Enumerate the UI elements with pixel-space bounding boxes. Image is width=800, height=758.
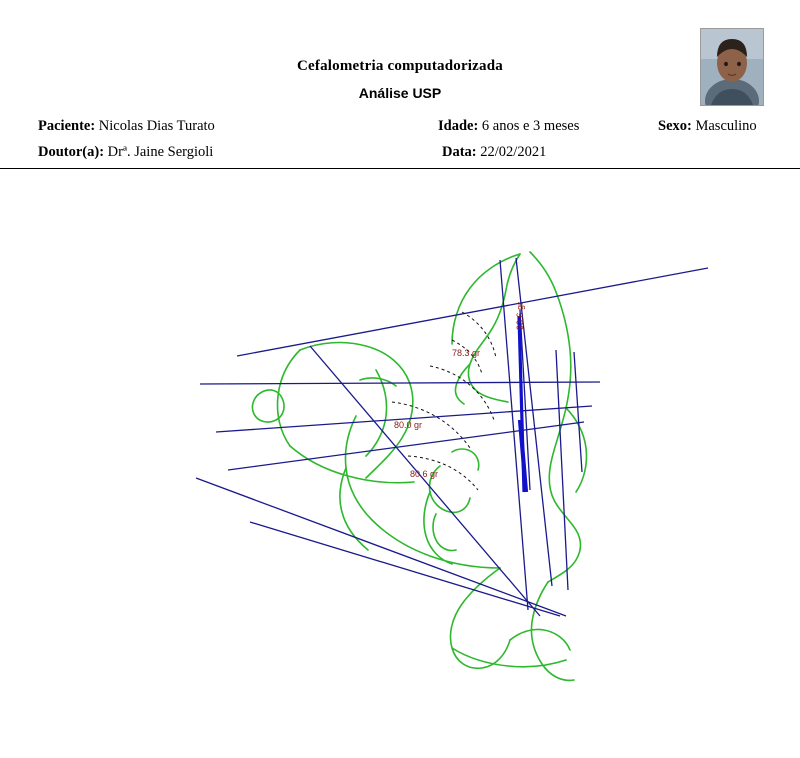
header-divider <box>0 168 800 169</box>
field-idade-label: Idade: <box>438 118 479 134</box>
field-sexo-label: Sexo: <box>658 118 692 134</box>
field-sexo-value: Masculino <box>695 118 757 134</box>
field-sexo <box>658 118 757 135</box>
measurement-label-80-6: 80.6 gr <box>410 469 439 479</box>
field-data <box>442 144 546 161</box>
field-doutor-label: Doutor(a): <box>38 144 105 160</box>
measurement-label-80-0: 80.0 gr <box>394 420 423 430</box>
field-data-label: Data: <box>442 144 477 160</box>
field-doutor <box>38 144 213 161</box>
field-paciente <box>38 118 215 135</box>
cephalometric-tracing-svg <box>0 170 800 758</box>
field-doutor-value: Drª. Jaine Sergioli <box>107 144 214 160</box>
report-header <box>0 0 800 170</box>
tracing-area <box>0 170 800 758</box>
field-paciente-label: Paciente: <box>38 118 96 134</box>
field-paciente-value: Nicolas Dias Turato <box>98 118 215 134</box>
soft-tissue-outline <box>252 252 586 680</box>
measurement-label-78-3: 78.3 gr <box>452 348 481 358</box>
patient-photo <box>700 28 764 106</box>
angle-arcs <box>392 312 496 490</box>
page-title: Cefalometria computadorizada <box>297 58 503 74</box>
measurement-label-93-6: 93.6 gr <box>515 301 525 330</box>
field-data-value: 22/02/2021 <box>480 144 547 160</box>
field-idade <box>438 118 579 135</box>
title-block <box>0 58 800 101</box>
patient-photo-image <box>701 29 763 105</box>
page-subtitle: Análise USP <box>358 85 442 101</box>
field-idade-value: 6 anos e 3 meses <box>481 118 580 134</box>
